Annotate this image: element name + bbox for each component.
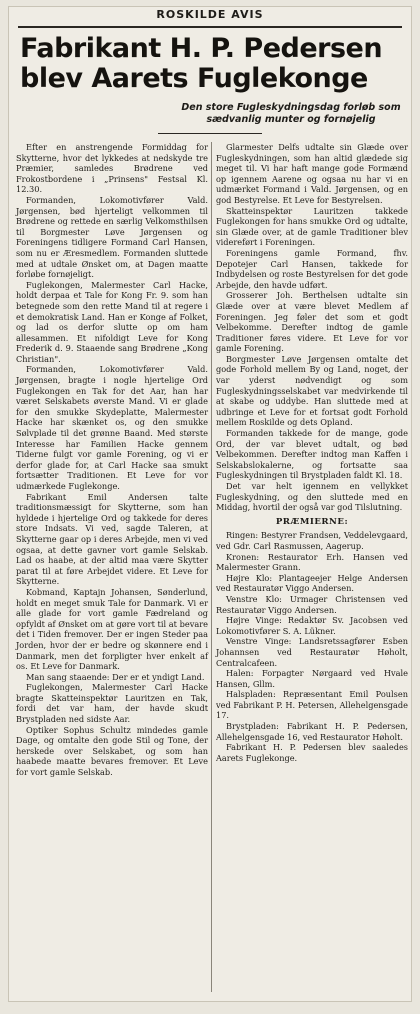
prize-item: Højre Klo: Plantageejer Helge Andersen ved Restauratør Viggo Andersen.: [216, 572, 408, 594]
paragraph: Man sang staaende: Der er et yndigt Land.: [26, 671, 205, 682]
paragraph: Fuglekongen, Malermester Carl Hacke, holdt derpaa et Tale for Kong Fr. 9. som han betegnede som den rette Mand til at regere i et demokratisk Land. Han er Konge af Folket, og lad os derfor slutte op om ham allesammen. Et nifoldigt Leve for Kong Frederik d. 9. Staaende sang Brødrene „Kong Christian".: [16, 279, 208, 364]
prize-item: Fabrikant H. P. Pedersen blev saaledes Aarets Fuglekonge.: [216, 742, 408, 763]
paragraph: Borgmester Løve Jørgensen omtalte det gode Forhold mellem By og Land, noget, der var yderst nødvendigt og som Fugleskydningsselskabet var medvirkende til at skabe og uddybe. Han sluttede med at udbringe et Leve for et fortsat godt Forhold mellem Roskilde og dets Opland.: [216, 353, 408, 428]
paragraph: Glarmester Delfs udtalte sin Glæde over Fugleskydningen, som han altid glædede sig meget til. Vi har haft mange gode Formænd op igennem Aarene og ogsaa nu har vi en udmærket Formand i Vald. Jørgensen, og en god Bestyrelse. Et Leve for Bestyrelsen.: [216, 142, 408, 205]
paragraph: Efter en anstrengende Formiddag for Skytterne, hvor det lykkedes at nedskyde tre Præmier, samledes Brødrene ved Frokostbordene i „Prinsens" Festsal Kl. 12.30.: [16, 142, 208, 195]
prize-item: Venstre Klo: Urmager Christensen ved Restauratør Viggo Andersen.: [216, 593, 408, 615]
subhead: Den store Fugleskydningsdag forløb som sædvanlig munter og fornøjelig: [181, 102, 401, 125]
masthead: ROSKILDE AVIS: [156, 8, 264, 21]
prize-item: Halspladen: Repræsentant Emil Poulsen ved Fabrikant P. H. Petersen, Allehelgensgade 17.: [216, 689, 408, 721]
prize-item: Halen: Forpagter Nørgaard ved Hvale Hansen, Gllm.: [216, 668, 408, 689]
right-column: [216, 142, 408, 763]
paragraph: Formanden, Lokomotivfører Vald. Jørgensen, bragte i nogle hjertelige Ord Fuglekongen en Tak for det Aar, han har været Selskabets øverste Mand. Vi er glade for den smukke Skydeplatte, Malermester Hacke har skænket os, og den smukke Sølvplade til det grønne Baand. Med største Interesse har Familien Hacke gennem Tiderne fulgt vor gamle Forening, og vi er derfor glade for, at Carl Hacke saa smukt fortsætter Traditionen. Et Leve for vor udmærkede Fuglekonge.: [16, 364, 208, 491]
paragraph: Foreningens gamle Formand, fhv. Depotejer Carl Hansen, takkede for Indbydelsen og roste Bestyrelsen for det gode Arbejde, den havde udført.: [216, 247, 408, 290]
paragraph: Formanden, Lokomotivfører Vald. Jørgensen, bød hjerteligt velkommen til Brødrene og rettede en særlig Velkomsthilsen til Borgmester Løve Jørgensen og Foreningens tidligere Formand Carl Hansen, som nu er Æresmedlem. Formanden sluttede med at udtale Ønsket om, at Dagen maatte forløbe fornøjeligt.: [16, 194, 208, 280]
left-column: [16, 142, 208, 778]
paragraph: Fuglekongen, Malermester Carl Hacke bragte Skatteinspektør Lauritzen en Tak, fordi det var ham, der havde skudt Brystpladen ned sidste Aar.: [16, 682, 208, 725]
prizes-heading: PRÆMIERNE:: [275, 516, 349, 527]
paragraph: Skatteinspektør Lauritzen takkede Fuglekongen for hans smukke Ord og udtalte, sin Glæde over, at de gamle Traditioner blev videreført i Foreningen.: [216, 205, 408, 248]
prize-item: Ringen: Bestyrer Frandsen, Veddelevgaard, ved Gdr. Carl Rasmussen, Aagerup.: [216, 530, 408, 551]
newspaper-clipping: [8, 6, 412, 1002]
paragraph: Optiker Sophus Schultz mindedes gamle Dage, og omtalte den gode Stil og Tone, der herskede over Selskabet, og som han haabede maatte bevares fremover. Et Leve for vort gamle Selskab.: [16, 724, 208, 778]
headline: Fabrikant H. P. Pedersen blev Aarets Fuglekonge: [20, 33, 383, 94]
paragraph: Fabrikant Emil Andersen talte traditionsmæssigt for Skytterne, som han hyldede i hjertelige Ord og takkede for deres store Indsats. Vi ved, sagde Taleren, at Skytterne gaar op i deres Arbejde, men vi ved ogsaa, at dette gavner vort gamle Selskab. Lad os haabe, at der altid maa være Skytter parat til at føre Arbejdet videre. Et Leve for Skytterne.: [16, 491, 208, 587]
prize-item: Højre Vinge: Redaktør Sv. Jacobsen ved Lokomotivfører S. A. Lükner.: [216, 615, 408, 636]
prize-item: Brystpladen: Fabrikant H. P. Pedersen, Allehelgensgade 16, ved Restaurator Høholt.: [216, 721, 408, 742]
paragraph: Det var helt igennem en vellykket Fugleskydning, og den sluttede med en Middag, hvortil der også var god Tilslutning.: [216, 481, 408, 513]
masthead-rule: [18, 26, 402, 28]
paragraph: Grosserer Joh. Berthelsen udtalte sin Glæde over at være blevet Medlem af Foreningen. Jeg føler det som et godt Velbekomme. Derefter indtog de gamle Traditioner føres videre. Et Leve for vor gamle Forening.: [216, 290, 408, 354]
subhead-rule: [158, 133, 262, 134]
column-divider: [211, 142, 212, 992]
prize-item: Kronen: Restaurator Erh. Hansen ved Malermester Grann.: [216, 551, 408, 573]
paragraph: Formanden takkede for de mange, gode Ord, der var blevet udtalt, og bød Velbekommen. Derefter indtog man Kaffen i Selskabslokalerne, og fortsatte saa Fugleskydningen til Brystpladen faldt Kl. 18.: [216, 428, 408, 481]
prize-item: Venstre Vinge: Landsretssagfører Esben Johannsen ved Restauratør Høholt, Centralcafeen.: [216, 636, 408, 668]
paragraph: Kobmand, Kaptajn Johansen, Sønderlund, holdt en meget smuk Tale for Danmark. Vi er alle glade for vort gamle Fædreland og opfyldt af Ønsket om at gøre vort til at bevare det i Tiden fremover. Der er ingen Steder paa Jorden, hvor der er bedre og skønnere end i Danmark, men det forpligter hver enkelt af os. Et Leve for Danmark.: [16, 586, 208, 672]
